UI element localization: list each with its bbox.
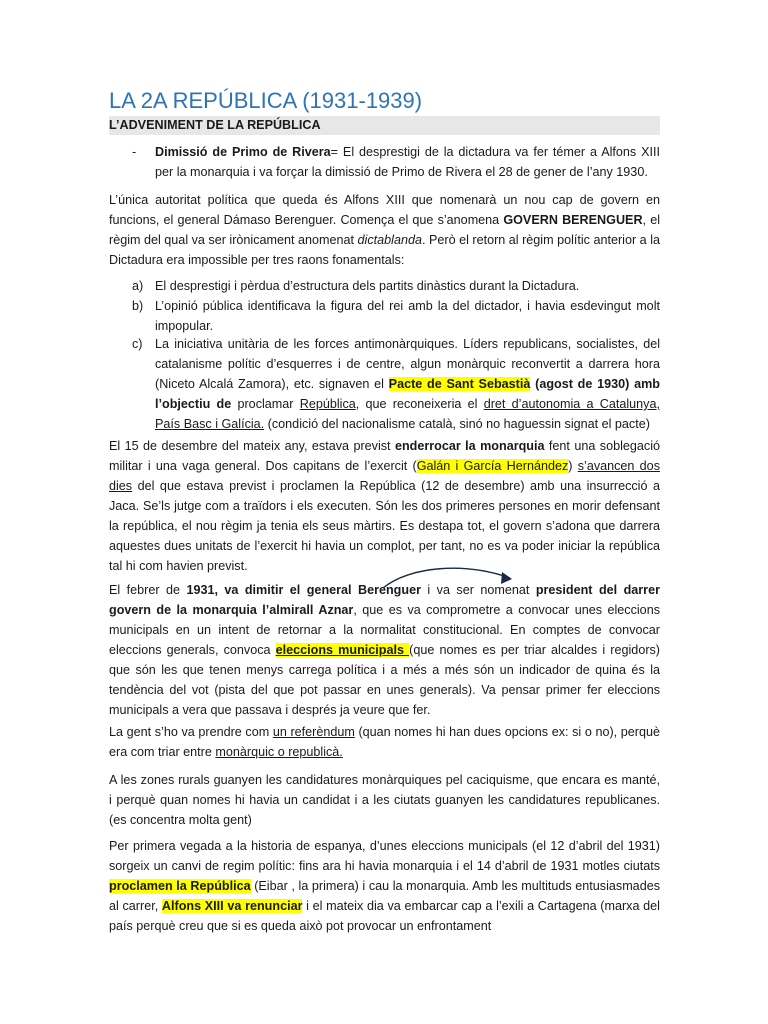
underlined-term: s’avancen dos dies [109,459,660,493]
highlight-alfons-renuncia: Alfons XIII va renunciar [161,899,303,913]
text-run: fent una soblegació militar i una vaga general. Dos capitans de l’exercit ( [109,439,660,473]
text-run: (quan nomes hi han dues opcions ex: si o no), perquè era com triar entre [109,725,660,759]
underlined-term: un referèndum [272,725,355,739]
highlight-capitans: Galán i García Hernández [416,459,569,473]
text-run: El 15 de desembre del mateix any, estava previst [109,439,395,453]
text-run: del que estava previst i proclamen la República (12 de desembre) amb una insurrecció a Jaca. Se’ls jutge com a traïdors i els executen. Són les dos primeres persones en morir defensant la república, el nou règim ja tenia els seus màrtirs. Es destapa tot, el govern s’adona que darrera aquestes dues unitats de l’exercit hi havia un complot, per tant, no es va poder iniciar la república tal hi com havien previst. [109,479,660,573]
bullet-dash: - [132,145,137,159]
section-heading: L’ADVENIMENT DE LA REPÚBLICA [109,116,660,135]
text-run: La gent s’ho va prendre com [109,725,273,739]
bold-term: GOVERN BERENGUER [503,213,643,227]
page-title: LA 2A REPÚBLICA (1931-1939) [109,88,423,113]
underlined-term: dret d’autonomia a Catalunya, País Basc i Galícia. [155,397,660,431]
text-run: . Però el retorn al règim polític anterior a la Dictadura era impossible per tres raons fonamentals: [109,233,660,267]
list-item-a: El desprestigi i pèrdua d’estructura dels partits dinàstics durant la Dictadura. [155,279,580,293]
text-run: , el règim del qual va ser irònicament anomenat [109,213,660,247]
bold-term: president del darrer govern de la monarquia l’almirall Aznar [109,583,660,617]
text-run: , que reconeixeria el [355,397,484,411]
underlined-term: monàrquic o republicà. [215,745,343,759]
text-run: proclamar [231,397,300,411]
bold-term: (agost de 1930) amb l’objectiu de [155,377,660,411]
bold-term: enderrocar la monarquia [394,439,545,453]
text-run: L’única autoritat política que queda és Alfons XIII que nomenarà un nou cap de govern en funcions, el general Dámaso Berenguer. Comença el que s’anomena [109,193,660,227]
italic-term: dictablanda [357,233,422,247]
paragraph-zones-rurals: A les zones rurals guanyen les candidatures monàrquiques pel caciquisme, que encara es manté, i perquè quan nomes hi havia un candidat i a les ciutats guanyen les candidatures republicanes. (es concentra molta gent) [109,773,660,827]
highlight-eleccions: eleccions municipals [275,643,410,657]
text-run: i va ser nomenat [420,583,536,597]
text-run: El febrer de [109,583,187,597]
text-run: , que es va comprometre a convocar unes eleccions municipals en un intent de retornar a la normalitat constitucional. En comptes de convocar eleccions generals, convoca [109,603,660,657]
highlight-pacte: Pacte de Sant Sebastià [388,377,531,391]
text-run: ) [568,459,578,473]
list-marker-c: c) [132,337,143,351]
underlined-term: República [299,397,356,411]
list-marker-a: a) [132,279,144,293]
text-run: La iniciativa unitària de les forces antimonàrquiques. Líders republicans, socialistes, del catalanisme polític d’esquerres i de centre, algun monàrquic reconvertit a darrera hora (Niceto Alcalá Zamora), etc. signaven el [155,337,660,391]
text-run: (condició del nacionalisme català, sinó no haguessin signat el pacte) [264,417,650,431]
list-marker-b: b) [132,299,144,313]
list-item-b: L’opinió pública identificava la figura del rei amb la del dictador, i havia esdevingut molt impopular. [155,299,660,333]
bold-term: 1931, va dimitir el general Berenguer [186,583,421,597]
text-run: (que nomes es per triar alcaldes i regidors) que són les que tenen menys carrega política i a més a més són un indicador de quina és la tendència del vot (pista del que pot passar en unes generals). Va pensar primer fer eleccions municipals a vera que passava i després ja veure que fer. [109,643,661,717]
bullet-bold-term: Dimissió de Primo de Rivera [155,145,331,159]
text-run: (Eibar , la primera) i cau la monarquia. Amb les multituds entusiasmades al carrer, [109,879,660,913]
text-run: i el mateix dia va embarcar cap a l’exili a Cartagena (marxa del país perquè creu que si es queda això pot provocar un enfrontament [109,899,660,933]
text-run: Per primera vegada a la historia de espanya, d’unes eleccions municipals (el 12 d’abril del 1931) sorgeix un canvi de regim polític: fins ara hi havia monarquia i el 14 d’abril de 1931 motles ciutats [109,839,660,873]
highlight-proclamen: proclamen la República [109,879,251,893]
bullet-text: = El desprestigi de la dictadura va fer témer a Alfons XIII per la monarquia i va forçar la dimissió de Primo de Rivera el 28 de gener de l’any 1930. [155,145,660,179]
